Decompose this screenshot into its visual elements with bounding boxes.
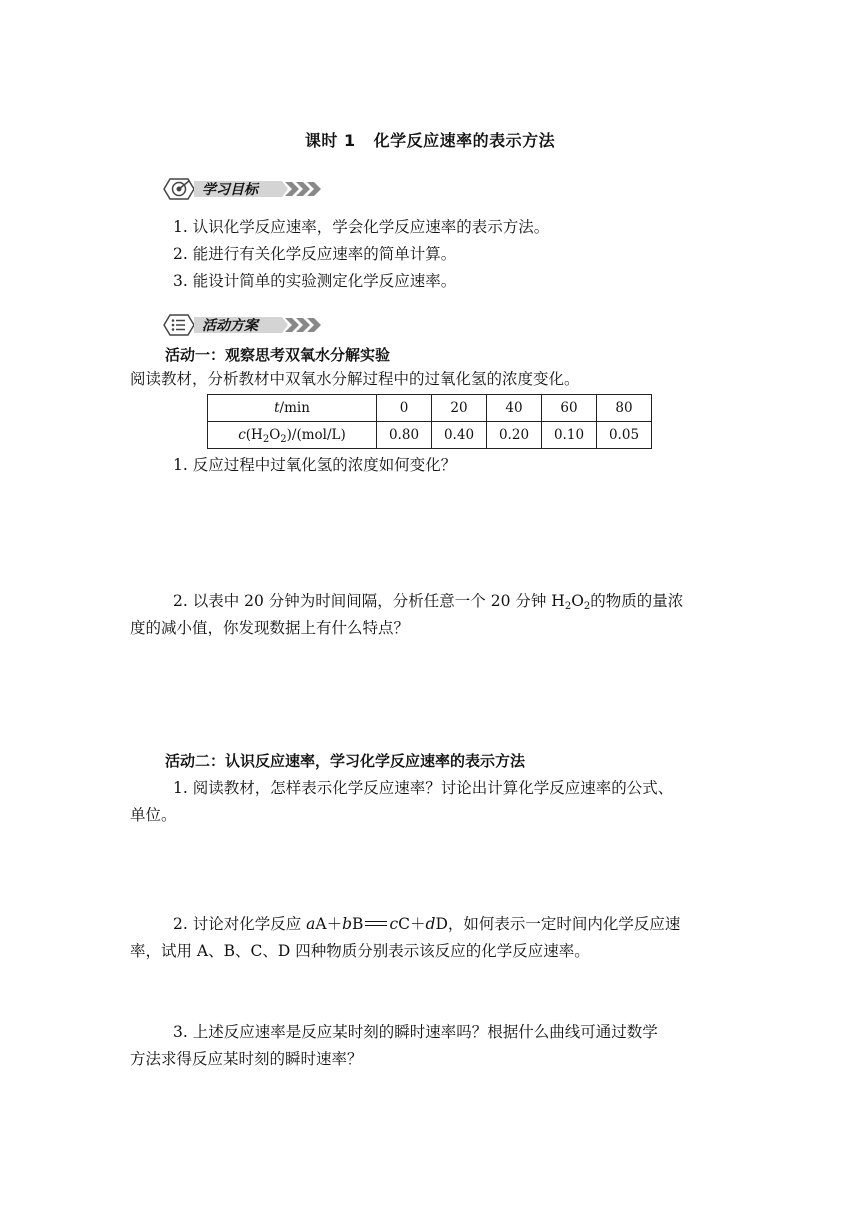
table-row-label: t/min bbox=[208, 395, 377, 422]
table-cell: 0.05 bbox=[597, 422, 652, 449]
table-row-concentration bbox=[208, 422, 652, 449]
svg-text:活动方案: 活动方案 bbox=[202, 318, 258, 334]
activity-2-question-2: 2. 讨论对化学反应 aA＋bB cC＋dD，如何表示一定时间内化学反应速 bbox=[173, 915, 681, 933]
activity-2-question-3-cont: 方法求得反应某时刻的瞬时速率？ bbox=[130, 1050, 363, 1068]
table-cell: 40 bbox=[487, 395, 542, 422]
target-icon bbox=[162, 176, 324, 202]
activity-1-question-2: 2. 以表中 20 分钟为时间间隔，分析任意一个 20 分钟 $H_2O_2$的物质的量浓 bbox=[173, 592, 684, 612]
table-cell: 20 bbox=[432, 395, 487, 422]
activity-2-question-2-cont: 率，试用 A、B、C、D 四种物质分别表示该反应的化学反应速率。 bbox=[130, 942, 590, 960]
objective-3: 3. 能设计简单的实验测定化学反应速率。 bbox=[173, 272, 457, 290]
activity-1-question-2-cont: 度的减小值，你发现数据上有什么特点？ bbox=[130, 619, 410, 637]
lesson-title bbox=[0, 128, 860, 151]
list-icon bbox=[162, 312, 324, 338]
table-cell: 0.40 bbox=[432, 422, 487, 449]
svg-text:学习目标: 学习目标 bbox=[202, 182, 258, 198]
table-row-time bbox=[208, 395, 652, 422]
activity-2-question-1: 1. 阅读教材，怎样表示化学反应速率？讨论出计算化学反应速率的公式、 bbox=[173, 779, 674, 797]
activity-2-question-3: 3. 上述反应速率是反应某时刻的瞬时速率吗？根据什么曲线可通过数学 bbox=[173, 1023, 658, 1041]
lesson-number: 课时 1 bbox=[304, 131, 356, 150]
objectives-banner bbox=[162, 176, 324, 202]
table-row-label: $c(H_2O_2)/(mol/L)$ bbox=[208, 422, 377, 449]
activity-1-heading: 活动一：观察思考双氧水分解实验 bbox=[165, 346, 391, 364]
table-cell: 0 bbox=[377, 395, 432, 422]
lesson-name: 化学反应速率的表示方法 bbox=[373, 131, 556, 150]
activities-banner bbox=[162, 312, 324, 338]
table-cell: 0.10 bbox=[542, 422, 597, 449]
table-cell: 0.80 bbox=[377, 422, 432, 449]
reaction-equals-sign bbox=[363, 919, 389, 929]
activity-2-question-1-cont: 单位。 bbox=[130, 806, 177, 824]
table-cell: 0.20 bbox=[487, 422, 542, 449]
concentration-table bbox=[207, 394, 652, 449]
table-cell: 80 bbox=[597, 395, 652, 422]
activity-2-heading: 活动二：认识反应速率，学习化学反应速率的表示方法 bbox=[165, 752, 526, 770]
activity-1-intro: 阅读教材，分析教材中双氧水分解过程中的过氧化氢的浓度变化。 bbox=[130, 370, 580, 388]
table-cell: 60 bbox=[542, 395, 597, 422]
activity-1-question-1: 1. 反应过程中过氧化氢的浓度如何变化？ bbox=[173, 456, 457, 474]
objective-1: 1. 认识化学反应速率，学会化学反应速率的表示方法。 bbox=[173, 218, 550, 236]
objective-2: 2. 能进行有关化学反应速率的简单计算。 bbox=[173, 245, 457, 263]
